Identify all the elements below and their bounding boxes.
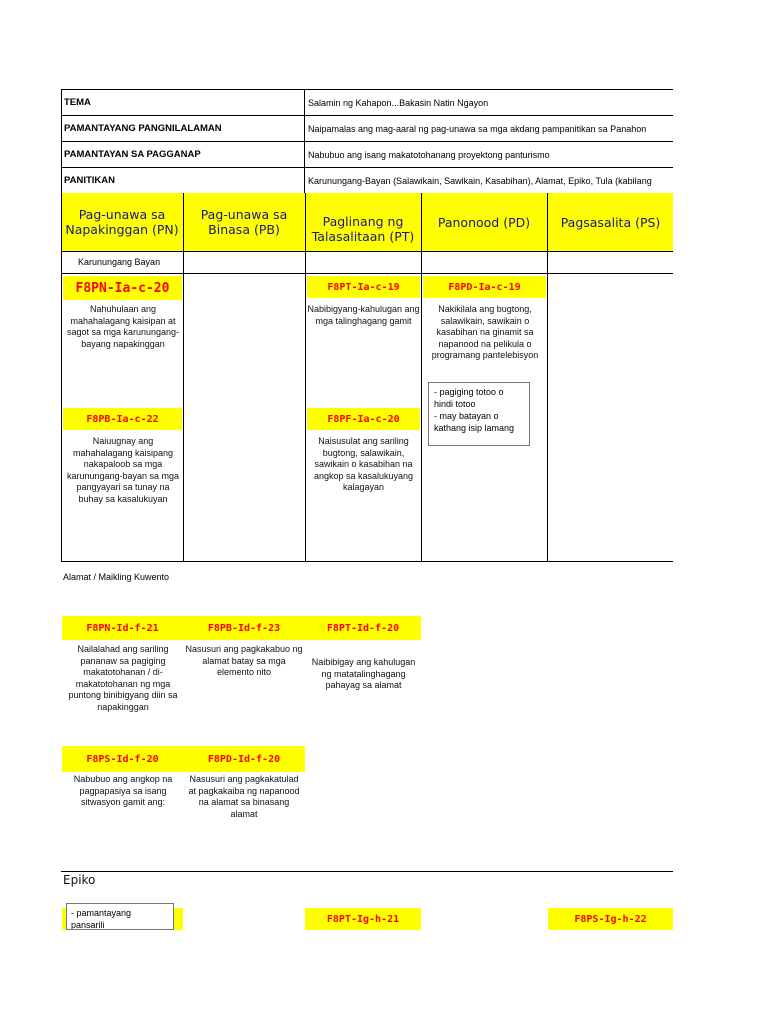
- alamat-ps-description: Nabubuo ang angkop na pagpapasiya sa isang sitwasyon gamit ang:: [73, 774, 173, 807]
- pamantayan-sa-pagganap-label: PAMANTAYAN SA PAGGANAP: [64, 149, 201, 160]
- pamantayang-pangnilalaman-label: PAMANTAYANG PANGNILALAMAN: [64, 123, 222, 134]
- note-line: kathang isip lamang: [434, 423, 515, 433]
- code-f8pn-ia-c-20: F8PN-Ia-c-20: [63, 276, 182, 300]
- tema-value: Salamin ng Kahapon...Bakasin Natin Ngayon: [308, 97, 489, 108]
- code-f8pb-ia-c-22: F8PB-Ia-c-22: [63, 408, 182, 430]
- section-title-alamat: Alamat / Maikling Kuwento: [63, 572, 170, 582]
- note-line: - pamantayang: [71, 908, 132, 918]
- pamantayang-pangnilalaman-value: Naipamalas ang mag-aaral ng pag-unawa sa mga akdang pampanitikan sa Panahon: [308, 123, 647, 134]
- code-f8ps-ig-h-22: F8PS-Ig-h-22: [548, 908, 673, 930]
- table-border: [61, 251, 673, 252]
- table-border: [547, 193, 548, 561]
- code-f8pn-id-f-21: F8PN-Id-f-21: [62, 616, 183, 640]
- table-border: [183, 193, 184, 561]
- pf-description: Naisusulat ang sariling bugtong, salawikain, sawikain o kasabihan na angkop sa kasalukuyang kalagayan: [313, 436, 414, 492]
- code-f8pd-ia-c-19: F8PD-Ia-c-19: [423, 276, 546, 298]
- epiko-note-box: [66, 903, 174, 930]
- tema-label: TEMA: [64, 97, 91, 108]
- alamat-pb-description: Nasusuri ang pagkakabuo ng alamat batay sa mga elemento nito: [185, 644, 303, 677]
- pd-description: Nakikilala ang bugtong, salawikain, sawikain o kasabihan na ginamit sa napanood na pelikula o programang pantelebisyon: [431, 304, 539, 360]
- note-line: hindi totoo: [434, 399, 476, 409]
- table-border: [61, 193, 62, 561]
- code-f8ps-id-f-20: F8PS-Id-f-20: [62, 746, 183, 772]
- header-ps: Pagsasalita (PS): [560, 214, 661, 230]
- header-pd: Panonood (PD): [437, 214, 531, 230]
- header-pt: Paglinang ng Talasalitaan (PT): [311, 214, 415, 244]
- table-border: [61, 561, 673, 562]
- code-f8pd-id-f-20: F8PD-Id-f-20: [183, 746, 305, 772]
- alamat-pt-description: Naibibigay ang kahulugan ng matatalinghagang pahayag sa alamat: [311, 657, 416, 690]
- alamat-pd-description: Nasusuri ang pagkakatulad at pagkakaiba ng napanood na alamat sa binasang alamat: [188, 774, 300, 819]
- alamat-pn-description: Nailalahad ang sariling pananaw sa pagiging makatotohanan / di-makatotohanan ng mga puntong binibigyang diin sa napakinggan: [68, 644, 178, 712]
- table-border: [305, 193, 306, 561]
- code-f8pt-id-f-20: F8PT-Id-f-20: [305, 616, 421, 640]
- panitikan-value: Karunungang-Bayan (Salawikain, Sawikain, Kasabihan), Alamat, Epiko, Tula (kabilang: [308, 175, 652, 186]
- table-border: [61, 273, 673, 274]
- section-title-epiko: Epiko: [63, 873, 96, 887]
- header-pn: Pag-unawa sa Napakinggan (PN): [65, 207, 179, 237]
- note-box: [428, 382, 530, 446]
- note-line: - may batayan o: [434, 411, 499, 421]
- table-border: [421, 193, 422, 561]
- code-f8pb-id-f-23: F8PB-Id-f-23: [183, 616, 305, 640]
- pt-description: Nabibigyang-kahulugan ang mga talinghagang gamit: [307, 304, 420, 326]
- code-f8pf-ia-c-20: F8PF-Ia-c-20: [307, 408, 420, 430]
- note-line: - pagiging totoo o: [434, 387, 504, 397]
- header-pb: Pag-unawa sa Binasa (PB): [200, 207, 288, 237]
- panitikan-label: PANITIKAN: [64, 175, 116, 186]
- table-border: [61, 871, 673, 872]
- pn-description: Nahuhulaan ang mahahalagang kaisipan at sagot sa mga karunungang-bayang napakinggan: [66, 304, 180, 349]
- section-title-karunungang-bayan: Karunungang Bayan: [78, 257, 161, 267]
- pamantayan-sa-pagganap-value: Nabubuo ang isang makatotohanang proyektong panturismo: [308, 149, 550, 160]
- note-line: pansarili: [71, 920, 105, 930]
- code-f8pt-ia-c-19: F8PT-Ia-c-19: [307, 276, 420, 298]
- pb-description: Naiuugnay ang mahahalagang kaisipang nakapaloob sa mga karunungang-bayan sa mga pangyayari sa tunay na buhay sa kasalukuyan: [66, 436, 180, 504]
- code-f8pt-ig-h-21: F8PT-Ig-h-21: [305, 908, 421, 930]
